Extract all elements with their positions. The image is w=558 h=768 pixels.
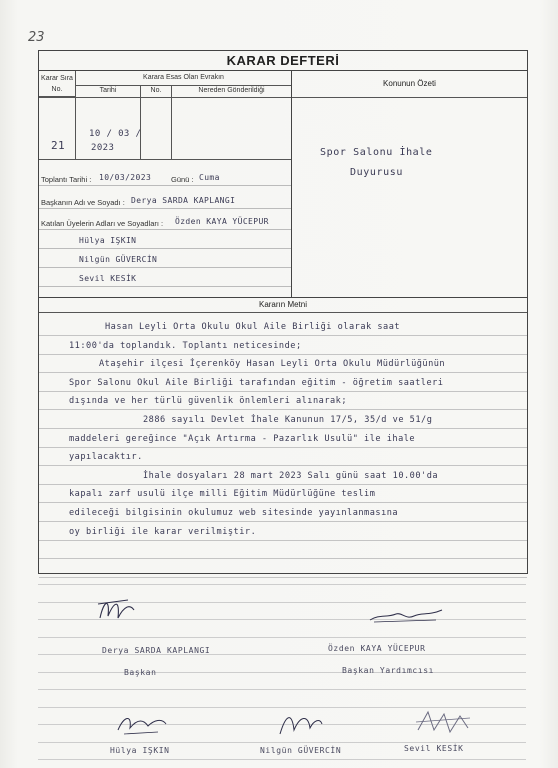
konu-line-2: Duyurusu <box>350 167 403 178</box>
no-header: No. <box>141 85 171 98</box>
uye-2: Hülya IŞKIN <box>79 236 137 245</box>
ruled-line <box>38 742 526 743</box>
ledger-title: KARAR DEFTERİ <box>39 51 527 71</box>
ruled-line <box>39 502 527 503</box>
upper-section <box>39 71 527 298</box>
sig-role-2: Başkan Yardımcısı <box>342 666 435 675</box>
line-rule <box>39 248 291 249</box>
baskan-label: Başkanın Adı ve Soyadı : <box>41 198 125 207</box>
sig-name-2: Özden KAYA YÜCEPUR <box>328 644 426 653</box>
ruled-line <box>39 577 527 578</box>
col-divider <box>75 71 76 159</box>
uye-3: Nilgün GÜVERCİN <box>79 255 158 264</box>
karar-metni-line: edileceği bilgisinin okulumuz web sitesinde yayınlanmasına <box>69 508 399 518</box>
sig-name-5: Sevil KESİK <box>404 744 464 753</box>
karar-metni-line: Hasan Leyli Orta Okulu Okul Aile Birliği olarak saat <box>105 322 401 332</box>
sig-name-1: Derya SARDA KAPLANGI <box>102 646 211 655</box>
karar-metni-header: Kararın Metni <box>39 298 527 313</box>
karar-metni-line: 2886 sayılı Devlet İhale Kanunun 17/5, 35/d ve 51/g <box>143 415 433 425</box>
signature-hulya <box>114 710 170 738</box>
left-column <box>39 71 292 297</box>
line-rule <box>39 267 291 268</box>
karar-metni-line: maddeleri gereğince "Açık Artırma - Pazarlık Usulü" ile ihale <box>69 433 416 444</box>
ruled-line <box>39 558 527 559</box>
ruled-line <box>39 447 527 448</box>
ruled-line <box>38 689 526 690</box>
tarihi-header: Tarihi <box>76 85 140 98</box>
gunu-value: Cuma <box>199 173 220 182</box>
sig-name-3: Hülya IŞKIN <box>110 746 170 755</box>
nereden-header: Nereden Gönderildiği <box>172 85 291 98</box>
baskan-value: Derya SARDA KAPLANGI <box>131 196 236 205</box>
toplanti-tarihi-label: Toplantı Tarihi : <box>41 175 92 184</box>
ruled-line <box>39 484 527 485</box>
karar-metni-line: yapılacaktır. <box>69 452 143 463</box>
ruled-line <box>39 521 527 522</box>
signature-derya <box>94 592 138 626</box>
ruled-line <box>38 584 526 585</box>
karar-metni-body <box>39 313 527 573</box>
tarih-value-line2: 2023 <box>91 143 115 153</box>
karar-sira-header: Karar Sıra No. <box>39 71 75 97</box>
karar-metni-line: Ataşehir ilçesi İçerenköy Hasan Leyli Orta Okulu Müdürlüğünün <box>99 359 446 370</box>
karar-metni-line: oy birliği ile karar verilmiştir. <box>69 526 257 537</box>
sira-no-value: 21 <box>51 139 66 152</box>
konu-line-1: Spor Salonu İhale <box>320 147 433 158</box>
line-rule <box>39 229 291 230</box>
signature-sevil <box>414 706 474 738</box>
signature-ozden <box>366 604 446 626</box>
right-column <box>292 71 527 297</box>
uye-4: Sevil KESİK <box>79 274 137 283</box>
signature-area <box>38 580 526 768</box>
ruled-line <box>39 354 527 355</box>
uyeler-label: Katılan Üyelerin Adları ve Soyadları : <box>41 219 164 228</box>
karar-metni-line: 11:00'da toplandık. Toplantı neticesinde; <box>69 340 302 351</box>
gunu-label: Günü : <box>171 175 194 184</box>
sig-name-4: Nilgün GÜVERCİN <box>260 746 342 755</box>
page-number: 23 <box>28 30 45 45</box>
sig-role-1: Başkan <box>124 668 157 677</box>
karar-metni-line: İhale dosyaları 28 mart 2023 Salı günü saat 10.00'da <box>143 470 439 481</box>
karar-metni-line: Spor Salonu Okul Aile Birliği tarafından eğitim - öğretim saatleri <box>69 377 444 388</box>
uye-1: Özden KAYA YÜCEPUR <box>175 217 269 226</box>
tarih-value-line1: 10 / 03 / <box>89 129 142 139</box>
ruled-line <box>38 637 526 638</box>
signature-nilgun <box>274 708 326 740</box>
line-rule <box>39 286 291 287</box>
col-divider <box>171 85 172 159</box>
ruled-line <box>39 391 527 392</box>
ruled-line <box>39 409 527 410</box>
ruled-line <box>38 759 526 760</box>
ruled-line <box>39 335 527 336</box>
ruled-line <box>39 465 527 466</box>
ruled-line <box>39 540 527 541</box>
karar-table <box>38 50 528 574</box>
entry-rule <box>39 159 291 160</box>
karar-metni-line: dışında ve her türlü güvenlik önlemleri alınarak; <box>69 396 348 407</box>
ruled-line <box>39 372 527 373</box>
ruled-line <box>38 672 526 673</box>
toplanti-tarihi-value: 10/03/2023 <box>99 173 152 182</box>
line-rule <box>39 208 291 209</box>
header-rule <box>39 97 291 98</box>
col-divider <box>140 85 141 159</box>
line-rule <box>39 185 291 186</box>
karara-esas-header: Karara Esas Olan Evrakın <box>76 71 291 86</box>
ruled-line <box>39 428 527 429</box>
konu-ozeti-header: Konunun Özeti <box>292 71 527 98</box>
karar-metni-line: kapalı zarf usulü ilçe milli Eğitim Müdürlüğüne teslim <box>69 489 376 500</box>
